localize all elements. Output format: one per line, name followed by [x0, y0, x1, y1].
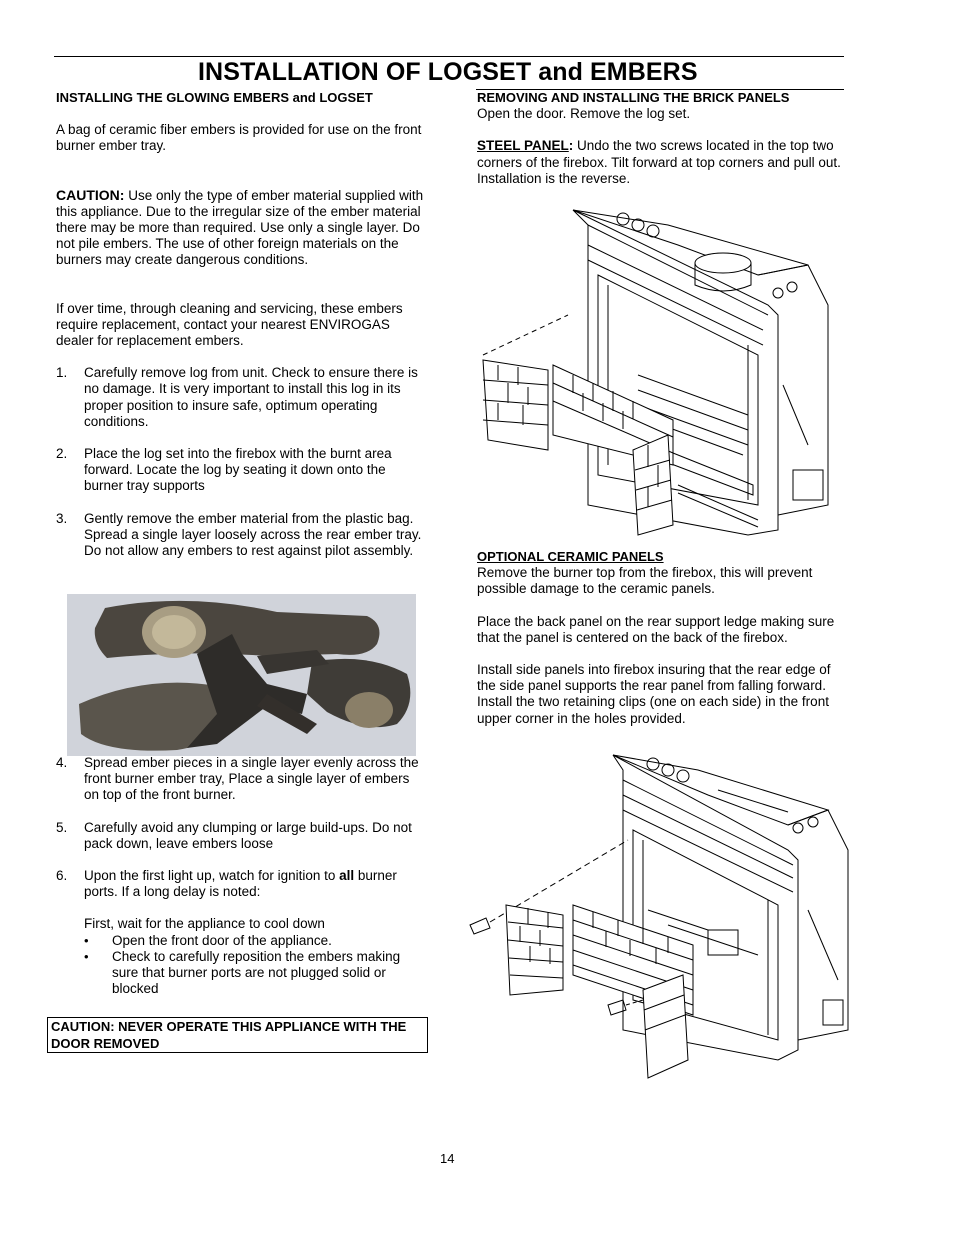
step-item: [56, 868, 428, 997]
bullet-icon: •: [84, 932, 89, 948]
top-rule: [54, 56, 844, 57]
bullet-icon: •: [84, 948, 89, 964]
steel-panel-text: Undo the two screws located in the top two corners of the firebox. Tilt forward at top corners and pull out. Installation is the reverse.: [477, 138, 841, 186]
steps-list-a: [56, 365, 428, 559]
step-number: 4.: [56, 755, 68, 770]
right-heading: REMOVING AND INSTALLING THE BRICK PANELS: [477, 90, 790, 105]
step-text: Carefully remove log from unit. Check to ensure there is no damage. It is very important to install this log in its proper position to insure safe, optimum operating conditions.: [84, 365, 418, 429]
step6-sub: First, wait for the appliance to cool down: [84, 916, 325, 932]
step-item: [56, 446, 428, 495]
caution-label: CAUTION:: [56, 186, 125, 203]
step-number: 3.: [56, 510, 68, 526]
right-column: [477, 90, 845, 187]
step-item: [56, 365, 428, 430]
brick-panel-diagram: [478, 205, 838, 540]
step-text: Upon the first light up, watch for ignition to: [84, 868, 340, 884]
steel-panel-paragraph: [477, 138, 845, 187]
step-number: 5.: [56, 819, 68, 835]
step-number: 1.: [56, 365, 68, 381]
bullet-item: [84, 949, 428, 998]
step-text: Gently remove the ember material from the plastic bag. Spread a single layer loosely across the rear ember tray. Do not allow any embers to rest against pilot assembly.: [84, 510, 422, 559]
step-text: burner ports. If a long delay is noted:: [84, 868, 397, 900]
ember-intro: A bag of ceramic fiber embers is provided for use on the front burner ember tray.: [56, 122, 422, 154]
step-text: Spread ember pieces in a single layer evenly across the front burner ember tray, Place a single layer of embers on top of the front burner.: [84, 755, 419, 803]
left-column-lower: [56, 755, 428, 997]
steel-panel-label: STEEL PANEL: [477, 138, 569, 154]
open-door-text: Open the door. Remove the log set.: [477, 106, 691, 122]
right-column-lower: [477, 549, 845, 727]
step-number: 6.: [56, 868, 68, 884]
optional-panels-p1: Remove the burner top from the firebox, this will prevent possible damage to the ceramic panels.: [477, 565, 813, 597]
left-column: [56, 90, 428, 559]
bullet-text: Check to carefully reposition the embers making sure that burner ports are not plugged solid or blocked: [112, 948, 401, 997]
step-number: 2.: [56, 446, 68, 462]
bullet-item: [84, 933, 428, 949]
step-text-bold: all: [339, 868, 355, 884]
caution-text: Use only the type of ember material supplied with this appliance. Due to the irregular size of the ember material there may be more than required. Use only a single layer. Do not pile embers. The use of other foreign materials on the burners may create dangerous conditions.: [56, 187, 424, 268]
bullet-text: Open the front door of the appliance.: [112, 932, 332, 948]
step-item: [56, 755, 428, 804]
page-number: 14: [440, 1151, 455, 1166]
replacement-paragraph: If over time, through cleaning and servicing, these embers require replacement, contact your nearest ENVIROGAS dealer for replacement embers.: [56, 300, 403, 349]
page-title: INSTALLATION OF LOGSET and EMBERS: [198, 58, 698, 86]
logset-photo: [67, 594, 416, 756]
step-item: [56, 820, 428, 852]
caution-box: CAUTION: NEVER OPERATE THIS APPLIANCE WITH THE DOOR REMOVED: [47, 1017, 428, 1053]
left-heading: INSTALLING THE GLOWING EMBERS and LOGSET: [56, 90, 373, 105]
optional-panels-p2: Place the back panel on the rear support ledge making sure that the panel is centered on the back of the firebox.: [477, 613, 835, 645]
bullet-list: [84, 933, 428, 998]
steel-panel-colon: :: [568, 138, 574, 154]
steps-list-b: [56, 755, 428, 997]
step-item: [56, 511, 428, 560]
ceramic-panel-diagram: [468, 750, 850, 1082]
caution-paragraph: [56, 187, 428, 269]
step-text: Place the log set into the firebox with the burnt area forward. Locate the log by seating it down onto the burner tray supports: [84, 446, 392, 494]
step-text: Carefully avoid any clumping or large build-ups. Do not pack down, leave embers loose: [84, 819, 412, 851]
optional-panels-heading: OPTIONAL CERAMIC PANELS: [477, 549, 664, 564]
optional-panels-p3: Install side panels into firebox insuring that the rear edge of the side panel supports the rear panel from falling forward. Install the two retaining clips (one on each side) in the front upper corner in the holes provided.: [477, 662, 831, 726]
